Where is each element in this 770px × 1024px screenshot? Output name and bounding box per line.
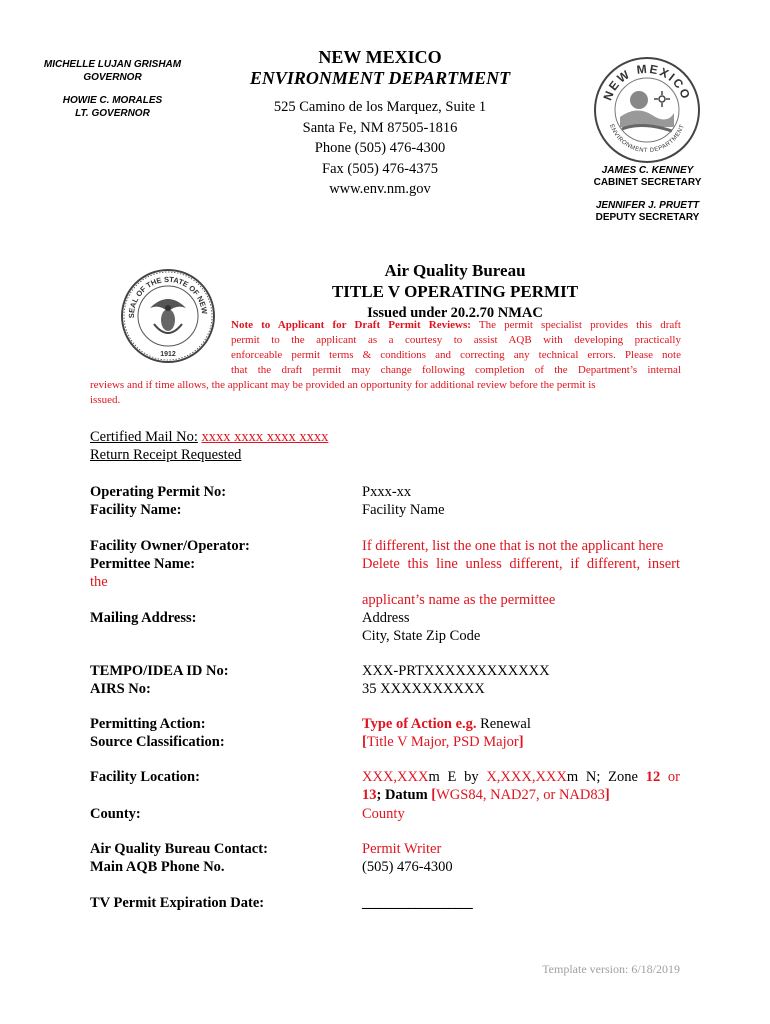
permittee-value: Delete this line unless different, if different, insert xyxy=(362,556,680,572)
mailing-address-label: Mailing Address: xyxy=(90,610,197,626)
permit-no-label: Operating Permit No: xyxy=(90,484,227,500)
nmed-seal-logo xyxy=(592,55,702,165)
facility-location-line-1: XXX,XXXm E by X,XXX,XXXm N; Zone 12 or xyxy=(362,769,681,785)
address-fax: Fax (505) 476-4375 xyxy=(322,160,438,177)
lt-governor-title: LT. GOVERNOR xyxy=(75,108,150,119)
state-seal-logo xyxy=(120,268,216,364)
permitting-action-label: Permitting Action: xyxy=(90,716,206,732)
address-web: www.env.nm.gov xyxy=(329,181,431,197)
certified-mail-number: xxxx xxxx xxxx xxxx xyxy=(201,429,329,445)
governor-name: MICHELLE LUJAN GRISHAM xyxy=(43,59,182,70)
tempo-id-value: XXX-PRTXXXXXXXXXXXX xyxy=(362,663,550,679)
permitting-action-value xyxy=(362,715,531,733)
cabinet-secretary-name: JAMES C. KENNEY xyxy=(601,165,694,176)
template-version: Template version: 6/18/2019 xyxy=(542,962,680,976)
svg-text:ENVIRONMENT DEPARTMENT: ENVIRONMENT DEPARTMENT xyxy=(607,123,687,155)
svg-text:NEW MEXICO: NEW MEXICO xyxy=(600,61,694,103)
deputy-secretary-title: DEPUTY SECRETARY xyxy=(595,212,700,223)
address-phone: Phone (505) 476-4300 xyxy=(314,140,446,156)
tempo-id-label: TEMPO/IDEA ID No: xyxy=(90,663,229,679)
lt-governor-name: HOWIE C. MORALES xyxy=(62,95,163,106)
aqb-phone-label: Main AQB Phone No. xyxy=(90,859,225,875)
permittee-value-cont: applicant’s name as the permittee xyxy=(362,592,556,608)
source-classification-label: Source Classification: xyxy=(90,734,225,750)
facility-location-line-2: 13; Datum [WGS84, NAD27, or NAD83] xyxy=(362,787,610,803)
bureau-name: Air Quality Bureau xyxy=(384,261,526,280)
svg-text:GREAT SEAL OF THE STATE OF NEW: SEAL OF THE STATE OF NEW xyxy=(126,274,210,319)
classification-text: Title V Major, PSD Major xyxy=(366,734,519,750)
county-label: County: xyxy=(90,806,141,822)
lt-governor-block xyxy=(30,94,195,120)
deputy-secretary-name: JENNIFER J. PRUETT xyxy=(595,200,700,211)
permit-issued-under: Issued under 20.2.70 NMAC xyxy=(367,305,543,321)
mailing-address-line-1: Address xyxy=(362,610,410,626)
permit-no-value: Pxxx-xx xyxy=(362,484,412,500)
draft-note xyxy=(231,318,681,378)
airs-no-value: 35 XXXXXXXXXX xyxy=(362,681,485,697)
agency-address xyxy=(225,97,535,200)
governor-title: GOVERNOR xyxy=(83,72,142,83)
certified-mail-label: Certified Mail No: xyxy=(90,429,198,445)
aqb-phone-value: (505) 476-4300 xyxy=(362,859,453,875)
draft-note-cont xyxy=(90,378,690,408)
permittee-label: Permittee Name: xyxy=(90,556,196,572)
cabinet-secretary-block xyxy=(585,165,710,189)
owner-label: Facility Owner/Operator: xyxy=(90,538,250,554)
note-label: Note to Applicant for Draft Permit Reviews: xyxy=(231,319,471,331)
county-value: County xyxy=(362,806,405,822)
return-receipt: Return Receipt Requested xyxy=(90,447,242,463)
airs-no-label: AIRS No: xyxy=(90,681,151,697)
note-line-5: reviews and if time allows, the applicant may be provided an opportunity for additional review before the permit is xyxy=(90,379,596,391)
permit-title: TITLE V OPERATING PERMIT xyxy=(331,282,579,301)
permittee-wrap: the xyxy=(90,574,108,590)
address-city: Santa Fe, NM 87505-1816 xyxy=(302,119,458,136)
agency-department: ENVIRONMENT DEPARTMENT xyxy=(249,68,511,88)
note-line-6: issued. xyxy=(90,394,121,406)
cabinet-secretary-title: CABINET SECRETARY xyxy=(593,177,702,188)
certified-mail xyxy=(90,428,328,464)
svg-text:1912: 1912 xyxy=(160,351,176,358)
expiration-date-label: TV Permit Expiration Date: xyxy=(90,895,265,911)
action-renewal: Renewal xyxy=(476,716,531,732)
note-line-4: that the draft permit may change following completion of the Department’s internal xyxy=(231,364,681,376)
facility-location-label: Facility Location: xyxy=(90,769,200,785)
governor-block xyxy=(30,58,195,84)
deputy-secretary-block xyxy=(585,200,710,224)
note-line-1: The permit specialist provides this draft xyxy=(478,319,681,331)
action-type: Type of Action e.g. xyxy=(362,716,477,732)
agency-state: NEW MEXICO xyxy=(318,47,442,67)
source-classification-value: [Title V Major, PSD Major] xyxy=(362,734,524,750)
agency-heading xyxy=(225,47,535,89)
expiration-date-value: ___________________ xyxy=(362,895,472,911)
permit-heading xyxy=(225,260,685,323)
note-line-3: enforceable permit terms & conditions and correcting any technical errors. Please note xyxy=(231,349,681,361)
facility-name-value: Facility Name xyxy=(362,502,445,518)
aqb-contact-label: Air Quality Bureau Contact: xyxy=(90,841,268,857)
aqb-contact-value: Permit Writer xyxy=(362,841,442,857)
owner-value: If different, list the one that is not the applicant here xyxy=(362,538,664,554)
facility-name-label: Facility Name: xyxy=(90,502,182,518)
address-street: 525 Camino de los Marquez, Suite 1 xyxy=(273,99,487,115)
mailing-address-line-2: City, State Zip Code xyxy=(362,628,481,644)
note-line-2: permit to the applicant as a courtesy to assist AQB with developing practically xyxy=(231,334,681,346)
